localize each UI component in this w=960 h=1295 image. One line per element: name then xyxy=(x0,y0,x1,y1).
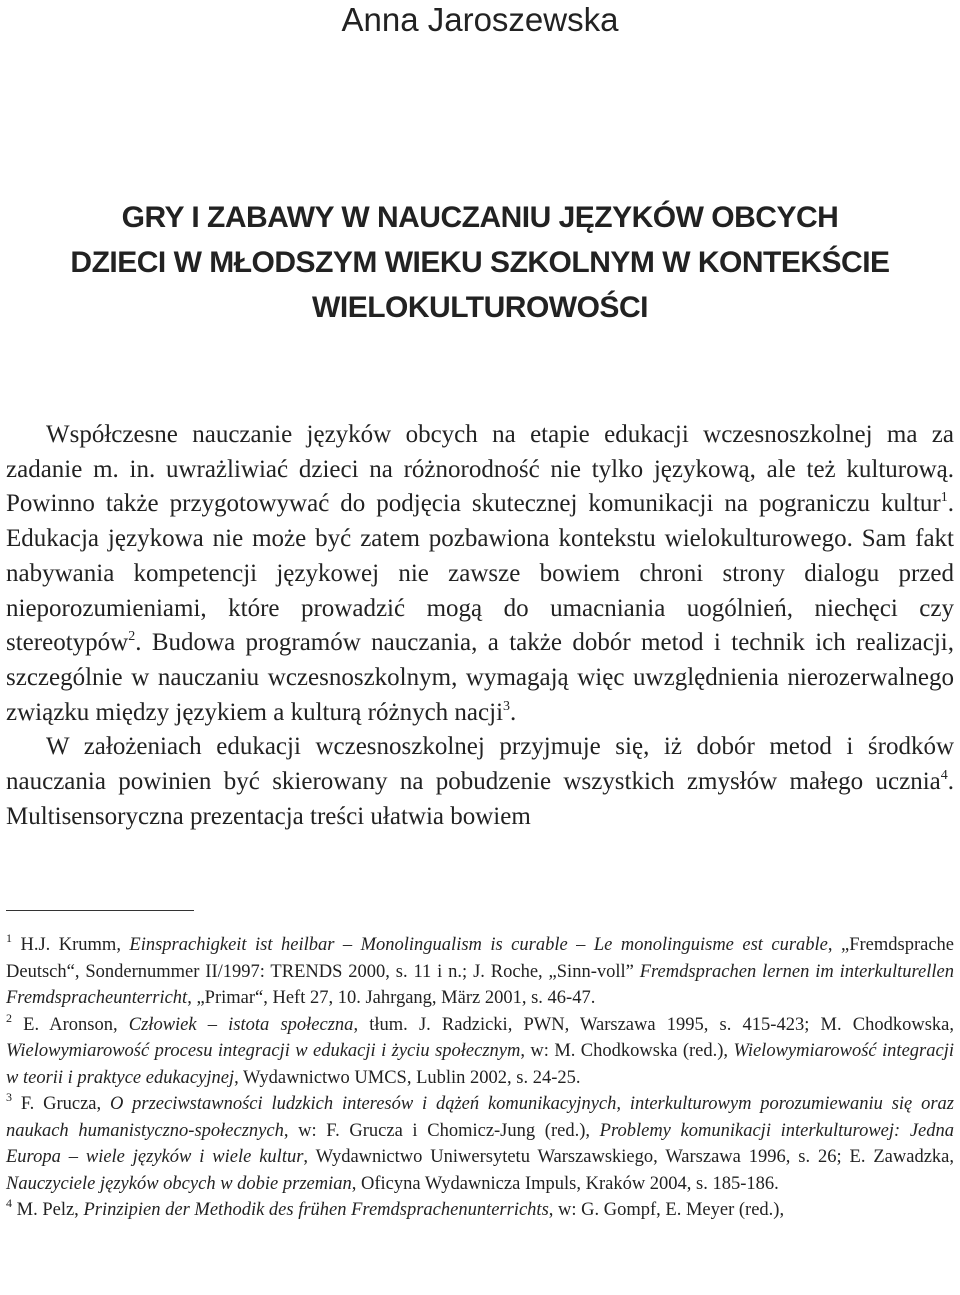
footnote-number: 4 xyxy=(6,1196,12,1210)
footnote-3 xyxy=(6,1091,954,1197)
footnote-number: 3 xyxy=(6,1090,12,1104)
paragraph-text: . xyxy=(510,698,517,726)
footnote-text: , Wydawnictwo Uniwersytetu Warszawskiego, Warszawa 1996, s. 26; E. Zawadzka, xyxy=(303,1147,954,1167)
footnote-text: , Wydawnictwo UMCS, Lublin 2002, s. 24-25. xyxy=(234,1067,581,1088)
footnote-italic-title: Prinzipien der Methodik des frühen Fremdsprachenunterrichts xyxy=(83,1200,549,1220)
footnote-reference-4[interactable]: 4 xyxy=(940,768,948,784)
footnote-number: 2 xyxy=(6,1010,12,1025)
author-name: Anna Jaroszewska xyxy=(341,1,619,38)
footnote-italic-title: Fremdsprachen lernen im interkulturellen Fremdspracheunterricht xyxy=(6,961,954,1008)
footnote-reference-3[interactable]: 3 xyxy=(503,698,511,714)
article-title xyxy=(28,195,932,330)
footnote-text: , tłum. J. Radzicki, PWN, Warszawa 1995, s. 415-423; M. Chodkowska, xyxy=(353,1014,954,1035)
footnote-2 xyxy=(6,1012,954,1092)
paragraph-text: . Edukacja językowa nie może być zatem pozbawiona kontekstu wielokulturowego. Sam fakt nabywania kompetencji językowej nie zawsze bowiem chroni strony dialogu przed nieporozumieniami, które prowadzić mogą do umacniania uogólnień, niechęci czy stereotypów xyxy=(6,490,954,657)
footnote-text: , „Fremdsprache Deutsch“, Sondernummer II/1997: TRENDS 2000, s. 11 i n.; J. Roche, „Sinn-voll” xyxy=(6,935,955,982)
footnote-text: , Oficyna Wydawnicza Impuls, Kraków 2004, s. 185-186. xyxy=(351,1173,779,1194)
footnote-text: E. Aronson, xyxy=(23,1014,129,1035)
paragraph-text: . Multisensoryczna prezentacja treści ułatwia bowiem xyxy=(6,768,954,830)
footnote-italic-title: Człowiek – istota społeczna xyxy=(128,1014,354,1035)
footnote-number: 1 xyxy=(6,931,12,945)
footnote-italic-title: Wielowymiarowość integracji w teorii i praktyce edukacyjnej xyxy=(6,1041,954,1088)
main-text xyxy=(6,418,954,834)
footnote-divider xyxy=(6,910,194,911)
paragraph-1 xyxy=(6,418,954,730)
footnote-reference-1[interactable]: 1 xyxy=(940,490,948,506)
paragraph-text: W założeniach edukacji wczesnoszkolnej przyjmuje się, iż dobór metod i środków nauczania powinien być skierowany na pobudzenie wszystkich zmysłów małego ucznia xyxy=(6,733,954,796)
footnotes xyxy=(6,932,954,1224)
footnote-text: , w: F. Grucza i Chomicz-Jung (red.), xyxy=(283,1120,600,1141)
footnote-text: , „Primar“, Heft 27, 10. Jahrgang, März 2001, s. 46-47. xyxy=(187,988,596,1008)
title-line-1: GRY I ZABAWY W NAUCZANIU JĘZYKÓW OBCYCH xyxy=(121,201,839,234)
footnote-text: M. Pelz, xyxy=(16,1200,84,1220)
paragraph-2 xyxy=(6,730,954,834)
footnote-text: F. Grucza, xyxy=(20,1094,110,1114)
paragraph-text: Współczesne nauczanie języków obcych na etapie edukacji wczesnoszkolnej ma za zadanie m. in. uwrażliwiać dzieci na różnorodność nie tylko językową, ale też kulturową. Powinno także przygotowywać do podjęcia skutecznej komunikacji na pograniczu kultur xyxy=(6,421,954,518)
footnote-4 xyxy=(6,1197,954,1224)
paragraph-text: . Budowa programów nauczania, a także dobór metod i technik ich realizacji, szczególnie w nauczaniu wczesnoszkolnym, wymagają więc uwzględnienia nierozerwalnego związku między językiem a kulturą różnych nacji xyxy=(6,629,954,726)
title-line-2: DZIECI W MŁODSZYM WIEKU SZKOLNYM W KONTEKŚCIE xyxy=(70,246,890,279)
footnote-italic-title: Problemy komunikacji interkulturowej: Jedna Europa – wiele języków i wiele kultur xyxy=(6,1120,954,1167)
footnote-text: , w: G. Gompf, E. Meyer (red.), xyxy=(548,1200,785,1220)
footnote-text: H.J. Krumm, xyxy=(20,935,130,955)
footnote-italic-title: Nauczyciele języków obcych w dobie przemian xyxy=(6,1173,352,1194)
footnote-italic-title: Einsprachigkeit ist heilbar – Monolingualism is curable – Le monolinguisme est curable xyxy=(129,935,828,955)
footnote-italic-title: Wielowymiarowość procesu integracji w edukacji i życiu społecznym xyxy=(6,1041,521,1061)
footnote-italic-title: O przeciwstawności ludzkich interesów i dążeń komunikacyjnych, interkulturowym porozumiewaniu się oraz naukach humanistyczno-społecznych xyxy=(6,1094,954,1141)
title-line-3: WIELOKULTUROWOŚCI xyxy=(312,291,648,324)
footnote-text: , w: M. Chodkowska (red.), xyxy=(520,1041,734,1061)
footnote-reference-2[interactable]: 2 xyxy=(128,629,136,645)
footnote-1 xyxy=(6,932,954,1012)
